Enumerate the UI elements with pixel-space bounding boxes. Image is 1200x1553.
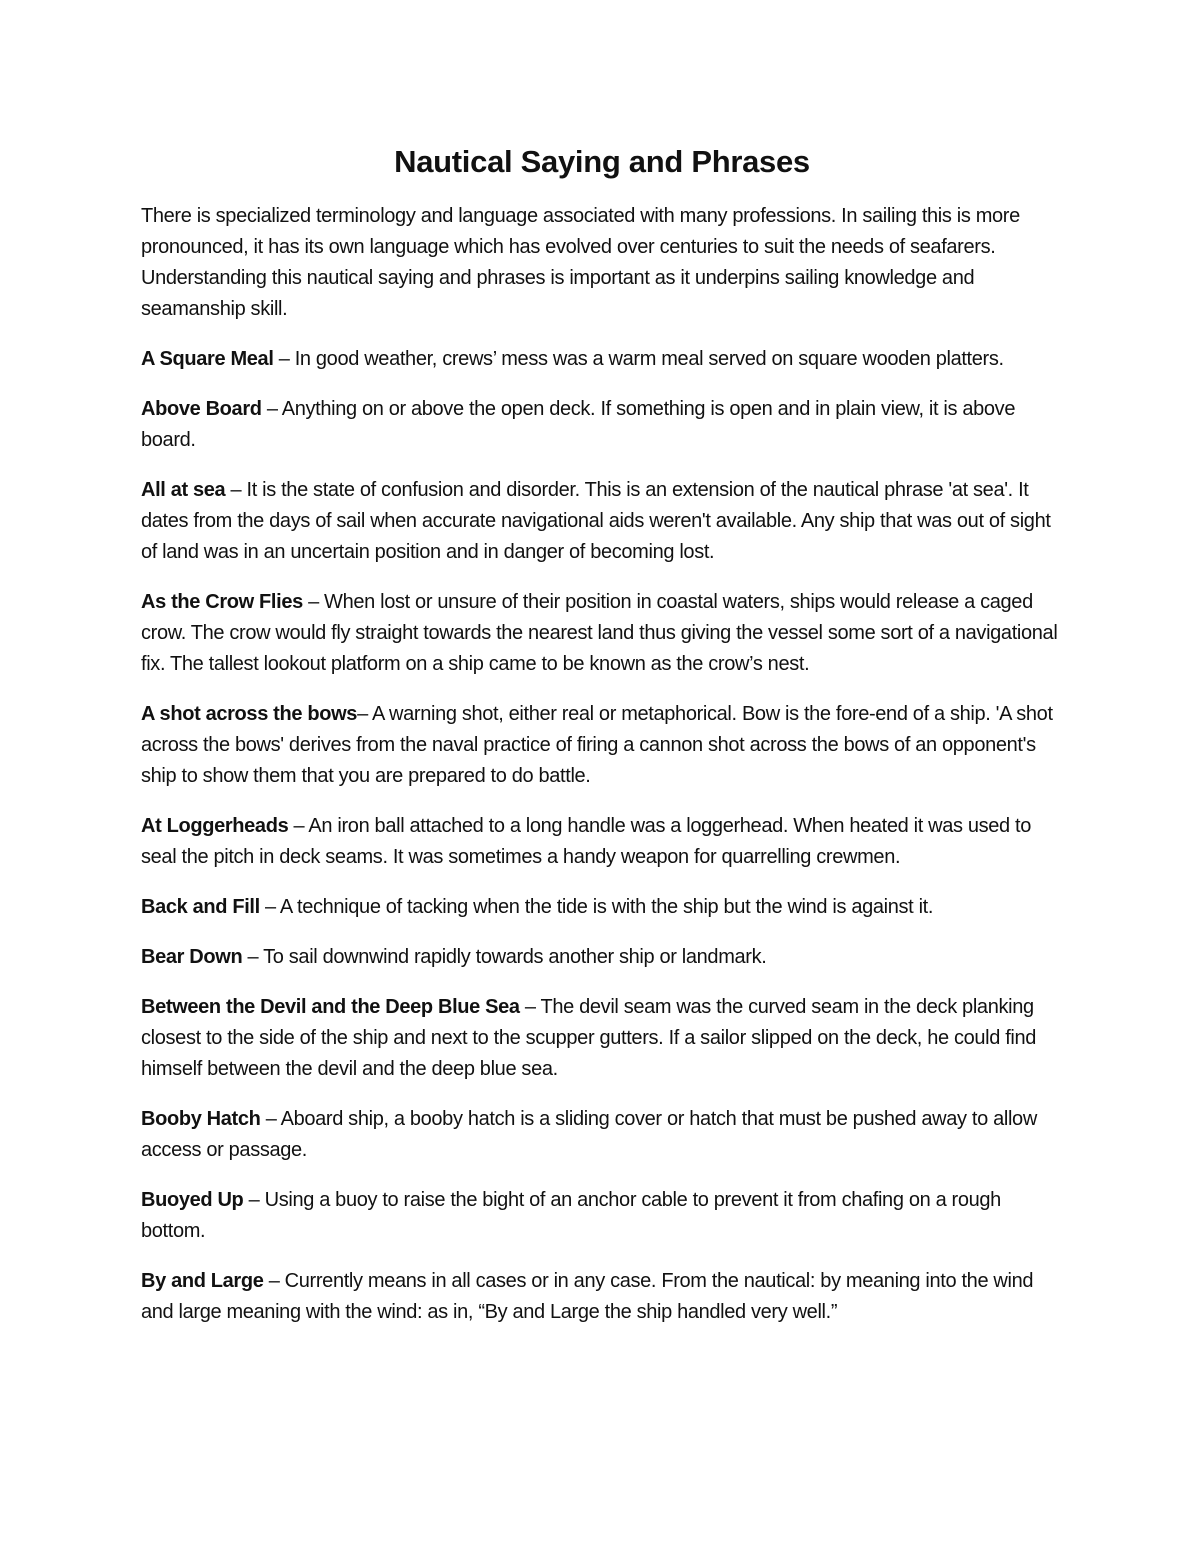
entry-as-the-crow-flies	[141, 587, 1063, 680]
entry-definition: – Aboard ship, a booby hatch is a sliding cover or hatch that must be pushed away to allow access or passage.	[141, 1108, 1037, 1161]
entry-definition: – In good weather, crews’ mess was a warm meal served on square wooden platters.	[273, 348, 1004, 370]
entry-term: A Square Meal	[141, 348, 274, 370]
entry-definition: – When lost or unsure of their position in coastal waters, ships would release a caged crow. The crow would fly straight towards the nearest land thus giving the vessel some sort of a navigational fix. The tallest lookout platform on a ship came to be known as the crow’s nest.	[141, 591, 1058, 675]
entry-term: By and Large	[141, 1270, 264, 1292]
entry-back-and-fill	[141, 892, 1063, 923]
entry-term: Bear Down	[141, 946, 243, 968]
page-title: Nautical Saying and Phrases	[394, 144, 810, 179]
entry-between-the-devil	[141, 992, 1063, 1085]
entry-term: At Loggerheads	[141, 815, 289, 837]
entry-definition: – Currently means in all cases or in any case. From the nautical: by meaning into the wind and large meaning with the wind: as in, “By and Large the ship handled very well.”	[141, 1270, 1034, 1323]
entry-by-and-large	[141, 1266, 1063, 1328]
entry-term: A shot across the bows	[141, 703, 358, 725]
entry-term: Buoyed Up	[141, 1189, 244, 1211]
entry-booby-hatch	[141, 1104, 1063, 1166]
entry-definition: – An iron ball attached to a long handle was a loggerhead. When heated it was used to seal the pitch in deck seams. It was sometimes a handy weapon for quarrelling crewmen.	[141, 815, 1031, 868]
entry-term: Above Board	[141, 398, 262, 420]
document-body	[141, 142, 1063, 1347]
entry-definition: – Using a buoy to raise the bight of an anchor cable to prevent it from chafing on a rough bottom.	[141, 1189, 1001, 1242]
entry-at-loggerheads	[141, 811, 1063, 873]
intro-paragraph: There is specialized terminology and language associated with many professions. In sailing this is more pronounced, it has its own language which has evolved over centuries to suit the needs of seafarers. Understanding this nautical saying and phrases is important as it underpins sailing knowledge and seamanship skill.	[141, 205, 1020, 320]
entry-term: Between the Devil and the Deep Blue Sea	[141, 996, 520, 1018]
entry-term: As the Crow Flies	[141, 591, 303, 613]
entry-above-board	[141, 394, 1063, 456]
entry-term: Back and Fill	[141, 896, 260, 918]
entry-definition: – To sail downwind rapidly towards another ship or landmark.	[242, 946, 767, 968]
entry-definition: – A technique of tacking when the tide is with the ship but the wind is against it.	[259, 896, 934, 918]
entry-definition: – It is the state of confusion and disorder. This is an extension of the nautical phrase 'at sea'. It dates from the days of sail when accurate navigational aids weren't available. Any ship that was out of sight of land was in an uncertain position and in danger of becoming lost.	[141, 479, 1051, 563]
entry-a-shot-across-the-bows	[141, 699, 1063, 792]
entry-bear-down	[141, 942, 1063, 973]
entry-all-at-sea	[141, 475, 1063, 568]
entry-term: Booby Hatch	[141, 1108, 261, 1130]
entry-a-square-meal	[141, 344, 1063, 375]
entry-definition: – The devil seam was the curved seam in the deck planking closest to the side of the ship and next to the scupper gutters. If a sailor slipped on the deck, he could find himself between the devil and the deep blue sea.	[141, 996, 1037, 1080]
entry-buoyed-up	[141, 1185, 1063, 1247]
entry-definition: – A warning shot, either real or metaphorical. Bow is the fore-end of a ship. 'A shot across the bows' derives from the naval practice of firing a cannon shot across the bows of an opponent's ship to show them that you are prepared to do battle.	[141, 703, 1053, 787]
entry-term: All at sea	[141, 479, 226, 501]
entry-definition: – Anything on or above the open deck. If something is open and in plain view, it is above board.	[141, 398, 1016, 451]
